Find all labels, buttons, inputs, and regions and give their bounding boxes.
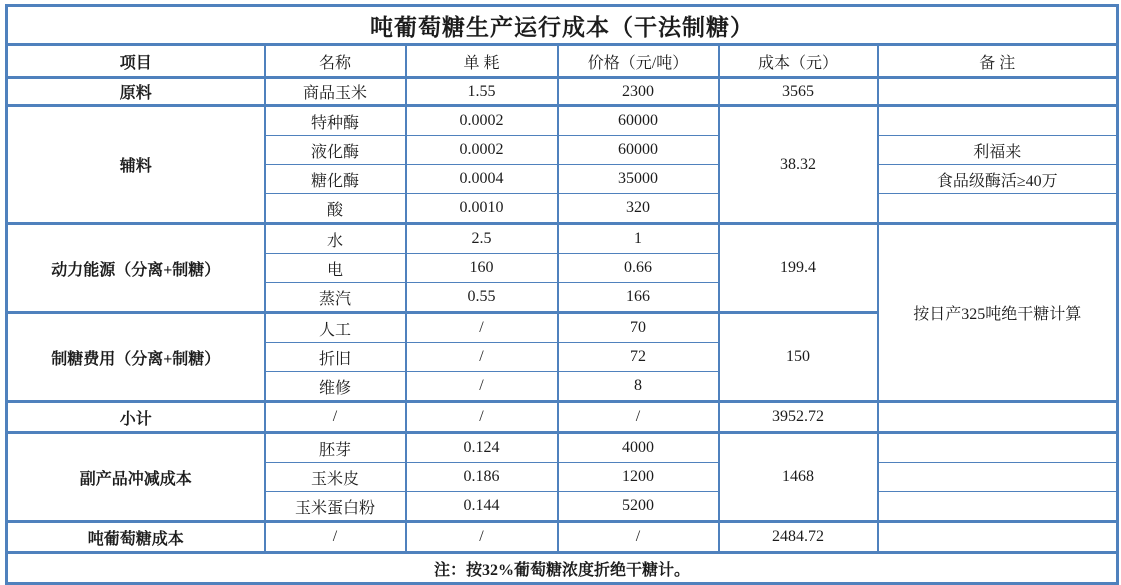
name-cell: 玉米蛋白粉 <box>265 492 406 522</box>
remark-cell <box>878 463 1118 492</box>
remark-cell <box>878 106 1118 136</box>
header-cost: 成本（元） <box>719 45 878 78</box>
consumption-cell: 0.0002 <box>406 106 558 136</box>
consumption-cell: 0.55 <box>406 283 558 313</box>
price-cell: / <box>558 522 719 553</box>
header-consumption: 单 耗 <box>406 45 558 78</box>
header-name: 名称 <box>265 45 406 78</box>
remark-cell: 利福来 <box>878 136 1118 165</box>
cost-cell: 38.32 <box>719 106 878 224</box>
price-cell: 4000 <box>558 433 719 463</box>
consumption-cell: 2.5 <box>406 224 558 254</box>
price-cell: 8 <box>558 372 719 402</box>
remark-cell <box>878 194 1118 224</box>
cost-cell: 199.4 <box>719 224 878 313</box>
name-cell: 商品玉米 <box>265 78 406 106</box>
row-raw-material <box>7 78 1118 106</box>
row-byproduct-1 <box>7 433 1118 463</box>
name-cell: / <box>265 402 406 433</box>
row-energy-1 <box>7 224 1118 254</box>
name-cell: 维修 <box>265 372 406 402</box>
remark-cell <box>878 522 1118 553</box>
category-cell: 制糖费用（分离+制糖） <box>7 313 265 402</box>
category-cell: 辅料 <box>7 106 265 224</box>
price-cell: 1 <box>558 224 719 254</box>
name-cell: 人工 <box>265 313 406 343</box>
consumption-cell: / <box>406 402 558 433</box>
consumption-cell: / <box>406 372 558 402</box>
name-cell: 电 <box>265 254 406 283</box>
footnote-row <box>7 553 1118 584</box>
remark-cell <box>878 78 1118 106</box>
category-cell: 副产品冲减成本 <box>7 433 265 522</box>
consumption-cell: / <box>406 522 558 553</box>
price-cell: / <box>558 402 719 433</box>
cost-cell: 1468 <box>719 433 878 522</box>
price-cell: 35000 <box>558 165 719 194</box>
name-cell: 水 <box>265 224 406 254</box>
consumption-cell: 160 <box>406 254 558 283</box>
consumption-cell: 0.144 <box>406 492 558 522</box>
title-row <box>7 6 1118 45</box>
price-cell: 166 <box>558 283 719 313</box>
footnote-text: 注：按32%葡萄糖浓度折绝干糖计。 <box>7 553 1118 584</box>
cost-cell: 3952.72 <box>719 402 878 433</box>
cost-cell: 2484.72 <box>719 522 878 553</box>
price-cell: 60000 <box>558 106 719 136</box>
price-cell: 5200 <box>558 492 719 522</box>
remark-merged-cell: 按日产325吨绝干糖计算 <box>878 224 1118 402</box>
name-cell: 折旧 <box>265 343 406 372</box>
name-cell: 特种酶 <box>265 106 406 136</box>
header-item: 项目 <box>7 45 265 78</box>
name-cell: 蒸汽 <box>265 283 406 313</box>
consumption-cell: 0.0002 <box>406 136 558 165</box>
consumption-cell: 0.0010 <box>406 194 558 224</box>
price-cell: 320 <box>558 194 719 224</box>
remark-cell <box>878 492 1118 522</box>
category-cell: 小计 <box>7 402 265 433</box>
consumption-cell: 0.0004 <box>406 165 558 194</box>
name-cell: 胚芽 <box>265 433 406 463</box>
consumption-cell: 0.186 <box>406 463 558 492</box>
name-cell: 酸 <box>265 194 406 224</box>
row-subtotal <box>7 402 1118 433</box>
consumption-cell: / <box>406 313 558 343</box>
consumption-cell: 0.124 <box>406 433 558 463</box>
table-title: 吨葡萄糖生产运行成本（干法制糖） <box>7 6 1118 45</box>
consumption-cell: 1.55 <box>406 78 558 106</box>
price-cell: 60000 <box>558 136 719 165</box>
name-cell: 液化酶 <box>265 136 406 165</box>
row-auxiliary-1 <box>7 106 1118 136</box>
name-cell: 玉米皮 <box>265 463 406 492</box>
price-cell: 1200 <box>558 463 719 492</box>
name-cell: 糖化酶 <box>265 165 406 194</box>
row-total-cost <box>7 522 1118 553</box>
category-cell: 动力能源（分离+制糖） <box>7 224 265 313</box>
remark-cell <box>878 433 1118 463</box>
header-price: 价格（元/吨） <box>558 45 719 78</box>
header-row <box>7 45 1118 78</box>
price-cell: 0.66 <box>558 254 719 283</box>
cost-cell: 150 <box>719 313 878 402</box>
glucose-cost-table <box>5 4 1119 585</box>
header-remark: 备 注 <box>878 45 1118 78</box>
remark-cell: 食品级酶活≥40万 <box>878 165 1118 194</box>
remark-cell <box>878 402 1118 433</box>
cost-cell: 3565 <box>719 78 878 106</box>
price-cell: 70 <box>558 313 719 343</box>
price-cell: 72 <box>558 343 719 372</box>
category-cell: 原料 <box>7 78 265 106</box>
consumption-cell: / <box>406 343 558 372</box>
category-cell: 吨葡萄糖成本 <box>7 522 265 553</box>
price-cell: 2300 <box>558 78 719 106</box>
name-cell: / <box>265 522 406 553</box>
